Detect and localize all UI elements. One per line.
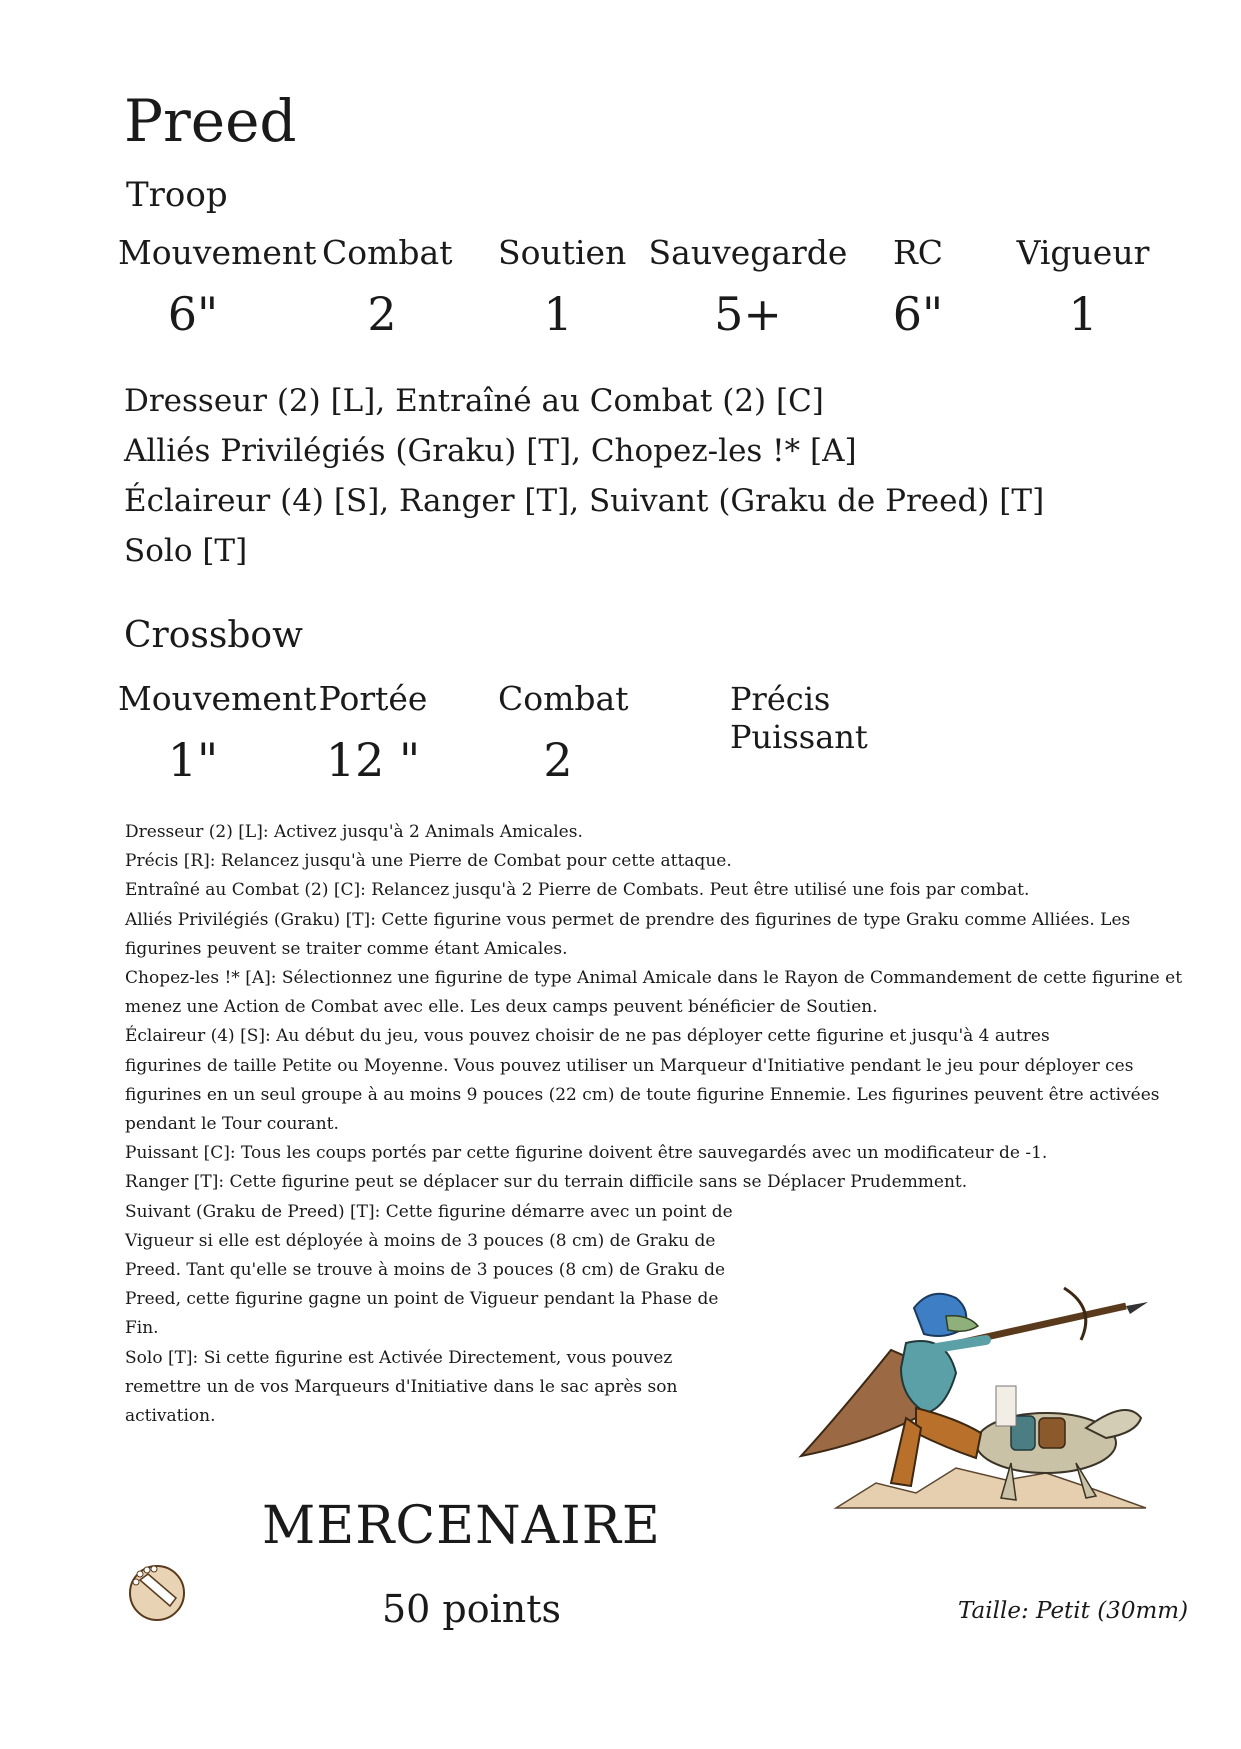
stat-label: Mouvement: [118, 679, 317, 718]
description-line: figurines peuvent se traiter comme étant Amicales.: [125, 938, 568, 959]
stat-label: Mouvement: [118, 233, 317, 272]
stat-value: 2: [543, 733, 573, 787]
description-line: Dresseur (2) [L]: Activez jusqu'à 2 Animals Amicales.: [125, 822, 583, 842]
description-line: Preed, cette figurine gagne un point de Vigueur pendant la Phase de: [125, 1289, 719, 1310]
description-line: Précis [R]: Relancez jusqu'à une Pierre de Combat pour cette attaque.: [125, 851, 732, 872]
description-line: Fin.: [125, 1318, 159, 1339]
stat-value: 2: [367, 287, 397, 341]
unit-name: Preed: [124, 87, 297, 155]
weapon-tags: [730, 680, 868, 756]
stat-label: Sauvegarde: [648, 233, 848, 272]
stat-value: 6": [892, 287, 944, 341]
special-rules-list: [124, 376, 1044, 576]
description-line: figurines en un seul groupe à au moins 9 pouces (22 cm) de toute figurine Ennemie. Les figurines peuvent être activées: [125, 1084, 1160, 1105]
stat-label: Combat: [322, 233, 453, 272]
description-line: pendant le Tour courant.: [125, 1114, 339, 1135]
rules-line: Alliés Privilégiés (Graku) [T], Chopez-les !* [A]: [124, 433, 857, 469]
stat-label: Soutien: [498, 233, 627, 272]
stat-value: 12 ": [325, 733, 421, 787]
unit-illustration: [796, 1268, 1172, 1518]
stat-value: 5+: [714, 287, 782, 341]
description-line: Solo [T]: Si cette figurine est Activée Directement, vous pouvez: [125, 1347, 673, 1368]
description-line: Chopez-les !* [A]: Sélectionnez une figurine de type Animal Amicale dans le Rayon de Commandement de cette figurine et: [125, 968, 1183, 989]
stat-mouvement: [118, 233, 317, 341]
description-line: figurines de taille Petite ou Moyenne. Vous pouvez utiliser un Marqueur d'Initiative pendant le jeu pour déployer ces: [125, 1055, 1134, 1076]
faction-logo: [126, 1560, 188, 1622]
stat-combat: [322, 233, 453, 341]
description-line: Entraîné au Combat (2) [C]: Relancez jusqu'à 2 Pierre de Combats. Peut être utilisé une fois par combat.: [125, 880, 1030, 901]
stat-value: 6": [167, 287, 219, 341]
rules-line: Dresseur (2) [L], Entraîné au Combat (2) [C]: [124, 383, 824, 419]
weapon-tag: Puissant: [730, 718, 868, 756]
description-line: Suivant (Graku de Preed) [T]: Cette figurine démarre avec un point de: [125, 1201, 733, 1222]
stat-sauvegarde: [648, 233, 848, 341]
unit-type: Troop: [126, 175, 228, 215]
stat-vigueur: [1008, 233, 1158, 341]
description-line: menez une Action de Combat avec elle. Les deux camps peuvent bénéficier de Soutien.: [125, 997, 878, 1018]
points-cost: 50 points: [382, 1587, 562, 1631]
stat-label: RC: [892, 233, 944, 272]
unit-stats: [118, 233, 1158, 346]
description-line: Alliés Privilégiés (Graku) [T]: Cette figurine vous permet de prendre des figurines de type Graku comme Alliées. Les: [125, 909, 1131, 930]
stat-value: 1": [167, 733, 219, 787]
description-line: Preed. Tant qu'elle se trouve à moins de 3 pouces (8 cm) de Graku de: [125, 1260, 726, 1281]
stat-value: 1: [543, 287, 573, 341]
weapon-tag: Précis: [730, 680, 831, 718]
stat-label: Combat: [498, 679, 629, 718]
stat-label: Vigueur: [1016, 233, 1150, 272]
stat-soutien: [498, 233, 627, 341]
description-line: remettre un de vos Marqueurs d'Initiative dans le sac après son: [125, 1376, 678, 1397]
model-size: Taille: Petit (30mm): [958, 1598, 1189, 1624]
description-line: activation.: [125, 1406, 216, 1427]
rules-line: Éclaireur (4) [S], Ranger [T], Suivant (Graku de Preed) [T]: [124, 483, 1045, 519]
description-line: Puissant [C]: Tous les coups portés par cette figurine doivent être sauvegardés avec un modificateur de -1.: [125, 1143, 1048, 1164]
weapon-stat-portee: [318, 679, 428, 787]
weapon-name: Crossbow: [124, 615, 303, 656]
description-line: Vigueur si elle est déployée à moins de 3 pouces (8 cm) de Graku de: [125, 1230, 716, 1251]
stat-value: 1: [1068, 287, 1098, 341]
rules-line: Solo [T]: [124, 533, 248, 569]
faction-name: MERCENAIRE: [262, 1496, 661, 1556]
description-line: Ranger [T]: Cette figurine peut se déplacer sur du terrain difficile sans se Déplacer Prudemment.: [125, 1172, 968, 1193]
stat-rc: [868, 233, 968, 341]
weapon-stat-combat: [498, 679, 629, 787]
description-line: Éclaireur (4) [S]: Au début du jeu, vous pouvez choisir de ne pas déployer cette figurine et jusqu'à 4 autres: [125, 1026, 1050, 1047]
stat-label: Portée: [318, 679, 428, 718]
weapon-stat-mouvement: [118, 679, 317, 787]
